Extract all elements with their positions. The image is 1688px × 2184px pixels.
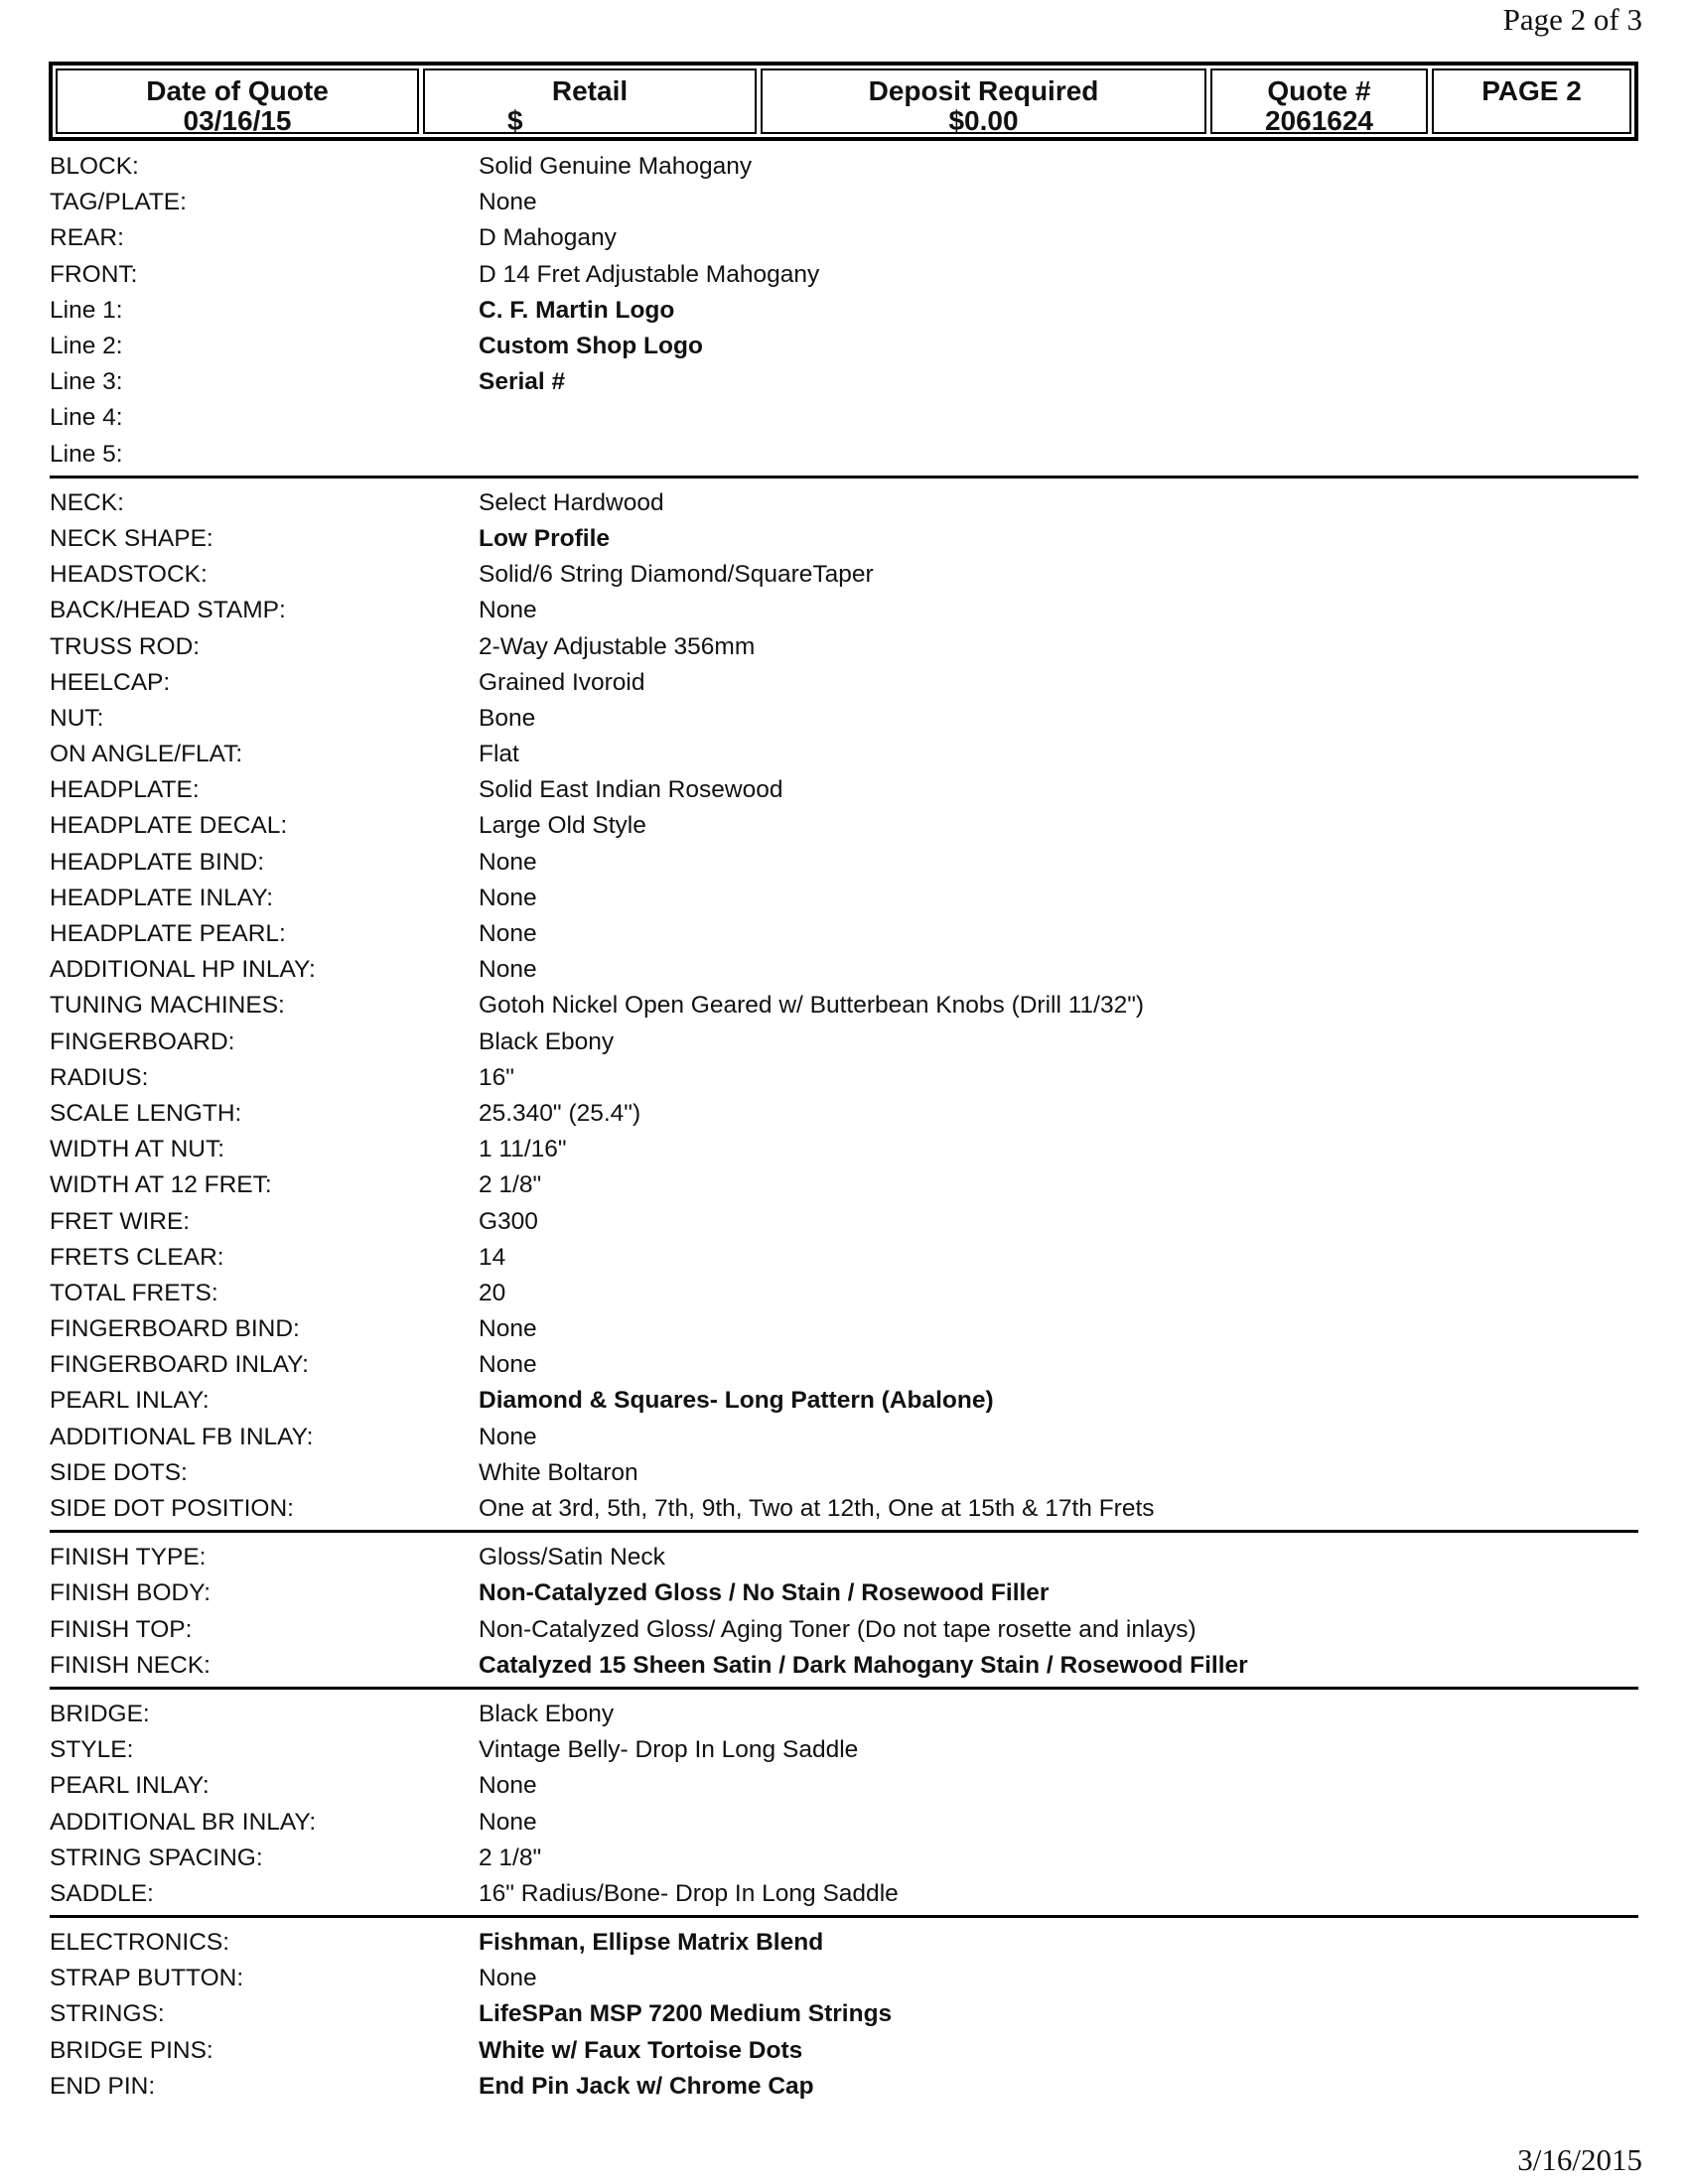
- spec-label: WIDTH AT NUT:: [50, 1136, 225, 1163]
- spec-row: [50, 257, 1638, 293]
- spec-value: None: [479, 1423, 537, 1450]
- deposit-cell: [761, 68, 1206, 134]
- spec-value: Gotoh Nickel Open Geared w/ Butterbean Knobs (Drill 11/32"): [479, 992, 1145, 1020]
- spec-row: [50, 1648, 1638, 1684]
- spec-label: Line 2:: [50, 333, 123, 360]
- spec-section: [50, 149, 1638, 478]
- spec-row: [50, 400, 1638, 436]
- spec-section: [50, 1925, 1638, 2108]
- spec-label: SIDE DOT POSITION:: [50, 1495, 294, 1523]
- spec-label: TAG/PLATE:: [50, 189, 187, 216]
- spec-label: SIDE DOTS:: [50, 1458, 188, 1486]
- spec-row: [50, 1732, 1638, 1768]
- quote-label: Quote #: [1267, 75, 1371, 106]
- spec-label: ADDITIONAL HP INLAY:: [50, 956, 316, 984]
- spec-label: HEELCAP:: [50, 668, 171, 696]
- spec-label: SCALE LENGTH:: [50, 1099, 242, 1127]
- spec-label: TOTAL FRETS:: [50, 1279, 218, 1306]
- spec-value: G300: [479, 1207, 538, 1235]
- spec-value: Gloss/Satin Neck: [479, 1544, 665, 1571]
- spec-label: FINISH TYPE:: [50, 1544, 207, 1571]
- spec-value: None: [479, 848, 537, 876]
- spec-row: [50, 1455, 1638, 1491]
- spec-row: [50, 364, 1638, 400]
- spec-value: Bone: [479, 704, 536, 732]
- spec-label: Line 5:: [50, 440, 123, 468]
- spec-value: Large Old Style: [479, 812, 646, 840]
- spec-value: 2 1/8": [479, 1171, 542, 1199]
- spec-value: None: [479, 1965, 537, 1992]
- spec-label: TRUSS ROD:: [50, 632, 201, 660]
- spec-row: [50, 988, 1638, 1024]
- spec-row: [50, 952, 1638, 988]
- spec-row: [50, 916, 1638, 952]
- spec-label: FINGERBOARD:: [50, 1027, 235, 1055]
- spec-label: BACK/HEAD STAMP:: [50, 597, 286, 624]
- spec-value: Serial #: [479, 368, 566, 396]
- spec-section: [50, 1540, 1638, 1690]
- spec-row: [50, 1804, 1638, 1840]
- spec-row: [50, 2069, 1638, 2105]
- spec-value: Solid East Indian Rosewood: [479, 776, 783, 804]
- spec-label: WIDTH AT 12 FRET:: [50, 1171, 272, 1199]
- spec-row: [50, 1841, 1638, 1876]
- spec-value: None: [479, 1772, 537, 1800]
- retail-label: Retail: [551, 75, 629, 106]
- spec-row: [50, 1060, 1638, 1096]
- spec-label: ELECTRONICS:: [50, 1929, 230, 1957]
- spec-value: None: [479, 956, 537, 984]
- spec-label: STRINGS:: [50, 2000, 165, 2028]
- spec-row: [50, 557, 1638, 593]
- spec-value: White Boltaron: [479, 1458, 638, 1486]
- spec-value: D 14 Fret Adjustable Mahogany: [479, 260, 820, 288]
- spec-value: Flat: [479, 741, 519, 768]
- spec-value: 1 11/16": [479, 1136, 567, 1163]
- spec-label: FINISH BODY:: [50, 1579, 211, 1607]
- spec-row: [50, 1876, 1638, 1912]
- spec-label: FINGERBOARD INLAY:: [50, 1351, 309, 1379]
- spec-value: Custom Shop Logo: [479, 333, 703, 360]
- spec-row: [50, 628, 1638, 664]
- spec-sections: [50, 149, 1638, 2115]
- spec-row: [50, 1347, 1638, 1383]
- retail-cell: [423, 68, 757, 134]
- spec-label: STRAP BUTTON:: [50, 1965, 244, 1992]
- spec-value: End Pin Jack w/ Chrome Cap: [479, 2072, 814, 2100]
- spec-value: Catalyzed 15 Sheen Satin / Dark Mahogany Stain / Rosewood Filler: [479, 1651, 1248, 1679]
- spec-value: Vintage Belly- Drop In Long Saddle: [479, 1736, 859, 1764]
- spec-label: Line 1:: [50, 296, 123, 324]
- spec-value: 2 1/8": [479, 1843, 542, 1871]
- spec-row: [50, 593, 1638, 628]
- spec-value: None: [479, 597, 537, 624]
- spec-label: FRETS CLEAR:: [50, 1243, 224, 1271]
- spec-value: 2-Way Adjustable 356mm: [479, 632, 756, 660]
- spec-label: TUNING MACHINES:: [50, 992, 285, 1020]
- spec-label: REAR:: [50, 224, 124, 252]
- spec-row: [50, 2033, 1638, 2069]
- spec-value: 16" Radius/Bone- Drop In Long Saddle: [479, 1879, 899, 1907]
- spec-row: [50, 293, 1638, 329]
- spec-label: STYLE:: [50, 1736, 134, 1764]
- spec-row: [50, 1491, 1638, 1527]
- spec-value: None: [479, 920, 537, 948]
- spec-label: HEADSTOCK:: [50, 561, 208, 589]
- spec-row: [50, 1575, 1638, 1611]
- footer-date: 3/16/2015: [1517, 2142, 1642, 2177]
- spec-row: [50, 1383, 1638, 1419]
- spec-label: BLOCK:: [50, 153, 139, 181]
- spec-row: [50, 149, 1638, 185]
- spec-value: LifeSPan MSP 7200 Medium Strings: [479, 2000, 893, 2028]
- spec-section: [50, 1697, 1638, 1918]
- spec-label: ON ANGLE/FLAT:: [50, 741, 243, 768]
- spec-row: [50, 1768, 1638, 1804]
- spec-label: RADIUS:: [50, 1063, 149, 1091]
- spec-value: Select Hardwood: [479, 488, 664, 516]
- spec-value: None: [479, 884, 537, 911]
- spec-row: [50, 808, 1638, 844]
- spec-row: [50, 1996, 1638, 2032]
- spec-value: C. F. Martin Logo: [479, 296, 675, 324]
- spec-row: [50, 1612, 1638, 1648]
- spec-label: FRET WIRE:: [50, 1207, 191, 1235]
- spec-row: [50, 1540, 1638, 1575]
- retail-value: $: [507, 105, 523, 136]
- spec-row: [50, 1203, 1638, 1239]
- spec-value: Low Profile: [479, 524, 611, 552]
- spec-row: [50, 737, 1638, 772]
- spec-row: [50, 1925, 1638, 1961]
- spec-value: D Mahogany: [479, 224, 617, 252]
- spec-value: Solid Genuine Mahogany: [479, 153, 753, 181]
- spec-label: Line 4:: [50, 404, 123, 432]
- spec-row: [50, 1961, 1638, 1996]
- spec-label: PEARL INLAY:: [50, 1772, 210, 1800]
- spec-value: Black Ebony: [479, 1700, 615, 1727]
- spec-label: Line 3:: [50, 368, 123, 396]
- spec-row: [50, 437, 1638, 473]
- spec-row: [50, 701, 1638, 737]
- spec-row: [50, 220, 1638, 256]
- spec-row: [50, 1096, 1638, 1132]
- date-value: 03/16/15: [183, 105, 292, 136]
- spec-label: NECK SHAPE:: [50, 524, 213, 552]
- spec-label: NUT:: [50, 704, 104, 732]
- page-tag: PAGE 2: [1481, 75, 1582, 106]
- spec-row: [50, 772, 1638, 808]
- spec-value: 14: [479, 1243, 506, 1271]
- spec-row: [50, 1420, 1638, 1455]
- spec-row: [50, 1276, 1638, 1311]
- spec-value: 20: [479, 1279, 506, 1306]
- quote-number-cell: [1210, 68, 1428, 134]
- spec-row: [50, 1167, 1638, 1203]
- spec-label: NECK:: [50, 488, 124, 516]
- spec-value: Grained Ivoroid: [479, 668, 645, 696]
- deposit-label: Deposit Required: [868, 75, 1099, 106]
- spec-label: BRIDGE:: [50, 1700, 150, 1727]
- page-number: Page 2 of 3: [1502, 2, 1642, 37]
- spec-label: BRIDGE PINS:: [50, 2036, 213, 2064]
- deposit-value: $0.00: [948, 105, 1019, 136]
- spec-value: None: [479, 189, 537, 216]
- spec-label: ADDITIONAL BR INLAY:: [50, 1808, 317, 1836]
- spec-value: Non-Catalyzed Gloss / No Stain / Rosewood Filler: [479, 1579, 1050, 1607]
- spec-row: [50, 485, 1638, 521]
- spec-value: None: [479, 1315, 537, 1343]
- spec-value: None: [479, 1808, 537, 1836]
- spec-label: ADDITIONAL FB INLAY:: [50, 1423, 314, 1450]
- spec-value: One at 3rd, 5th, 7th, 9th, Two at 12th, One at 15th & 17th Frets: [479, 1495, 1155, 1523]
- spec-row: [50, 1697, 1638, 1732]
- spec-value: Non-Catalyzed Gloss/ Aging Toner (Do not tape rosette and inlays): [479, 1615, 1196, 1643]
- spec-label: PEARL INLAY:: [50, 1387, 210, 1415]
- spec-value: Diamond & Squares- Long Pattern (Abalone): [479, 1387, 994, 1415]
- spec-label: HEADPLATE INLAY:: [50, 884, 274, 911]
- spec-label: FRONT:: [50, 260, 138, 288]
- spec-label: SADDLE:: [50, 1879, 154, 1907]
- date-of-quote-cell: [56, 68, 419, 134]
- spec-label: HEADPLATE DECAL:: [50, 812, 288, 840]
- spec-row: [50, 1024, 1638, 1060]
- spec-value: Fishman, Ellipse Matrix Blend: [479, 1929, 824, 1957]
- spec-label: END PIN:: [50, 2072, 156, 2100]
- spec-row: [50, 881, 1638, 916]
- spec-label: STRING SPACING:: [50, 1843, 263, 1871]
- spec-label: FINISH NECK:: [50, 1651, 211, 1679]
- spec-row: [50, 665, 1638, 701]
- spec-value: 16": [479, 1063, 514, 1091]
- date-label: Date of Quote: [146, 75, 329, 106]
- spec-label: FINISH TOP:: [50, 1615, 193, 1643]
- quote-value: 2061624: [1264, 105, 1373, 136]
- page-tag-cell: [1432, 68, 1631, 134]
- spec-label: HEADPLATE BIND:: [50, 848, 265, 876]
- spec-row: [50, 521, 1638, 557]
- spec-value: None: [479, 1351, 537, 1379]
- spec-row: [50, 1132, 1638, 1167]
- quote-header-table: [49, 62, 1638, 141]
- spec-label: FINGERBOARD BIND:: [50, 1315, 300, 1343]
- spec-value: Black Ebony: [479, 1027, 615, 1055]
- spec-row: [50, 845, 1638, 881]
- spec-value: Solid/6 String Diamond/SquareTaper: [479, 561, 874, 589]
- spec-row: [50, 185, 1638, 220]
- spec-value: 25.340" (25.4"): [479, 1099, 641, 1127]
- spec-row: [50, 1240, 1638, 1276]
- spec-section: [50, 485, 1638, 1533]
- spec-value: White w/ Faux Tortoise Dots: [479, 2036, 803, 2064]
- spec-label: HEADPLATE PEARL:: [50, 920, 286, 948]
- spec-label: HEADPLATE:: [50, 776, 200, 804]
- spec-row: [50, 1311, 1638, 1347]
- spec-row: [50, 329, 1638, 364]
